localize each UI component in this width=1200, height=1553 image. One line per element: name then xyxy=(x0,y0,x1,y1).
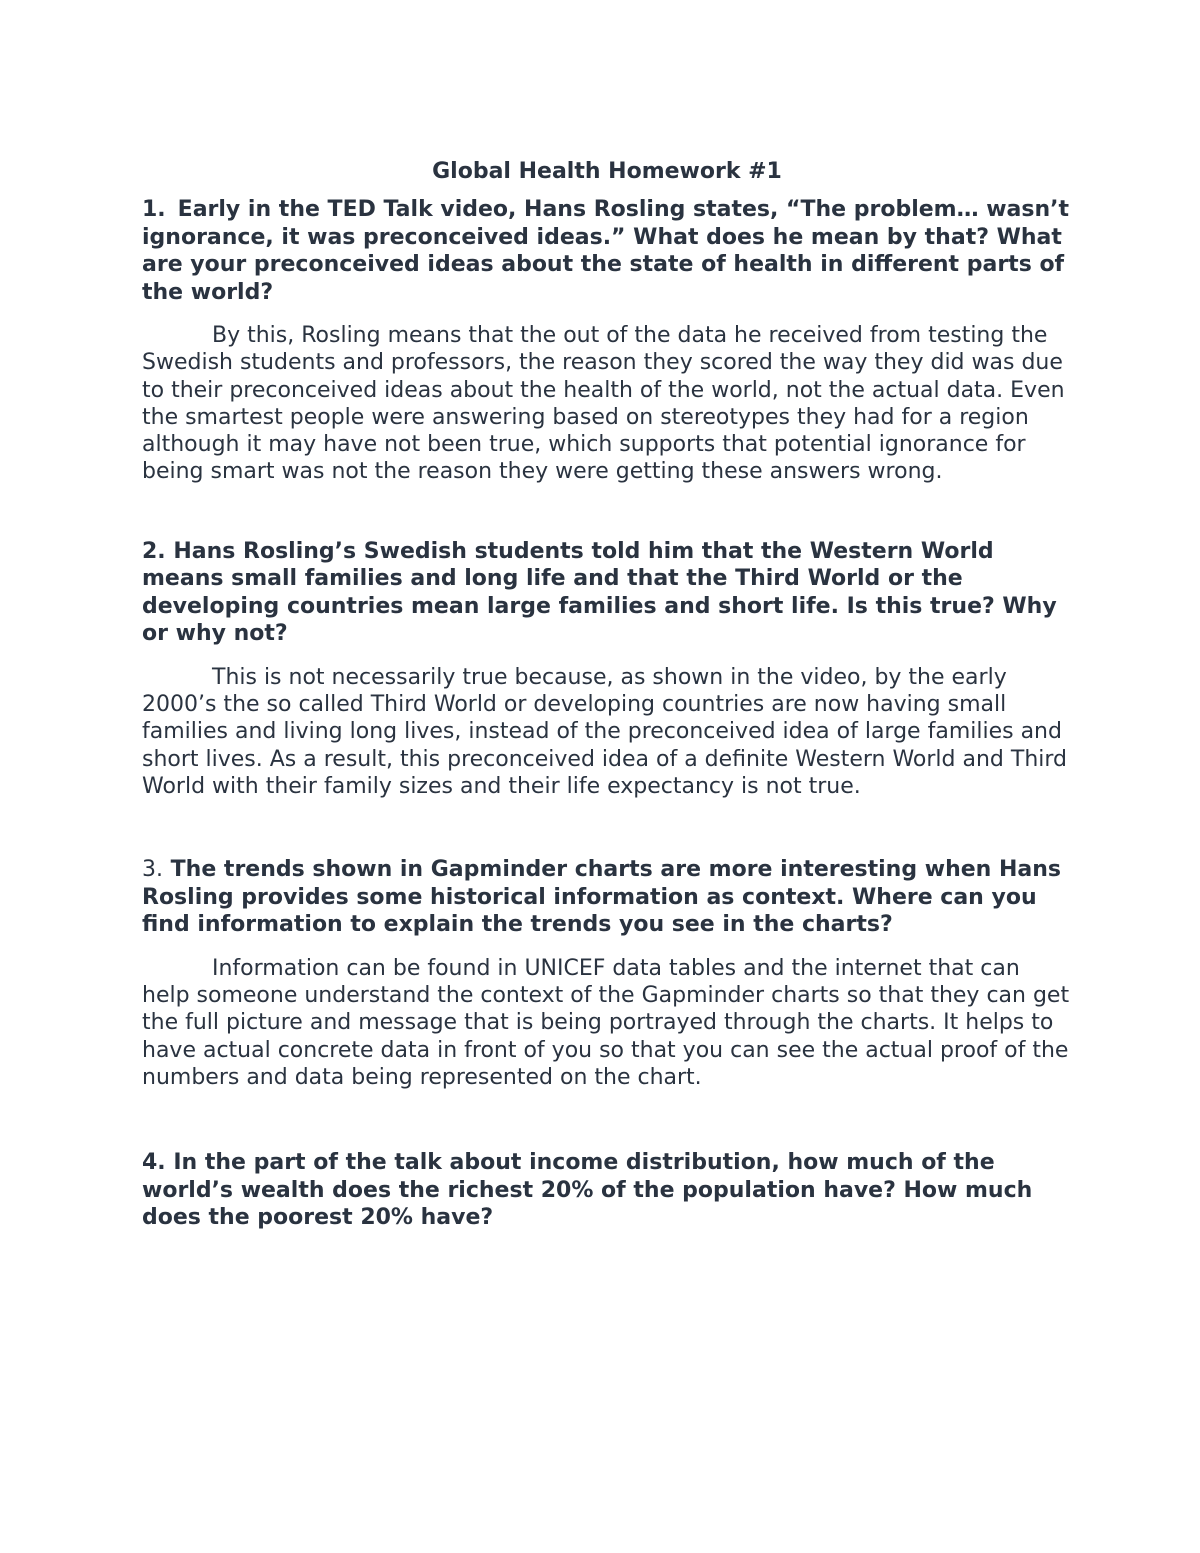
question-4-number: 4. xyxy=(142,1150,166,1176)
answer-1: By this, Rosling means that the out of the data he received from testing the Swedish students and professors, the reason they scored the way they did was due to their preconceived ideas about the health of the world, not the actual data. Even the smartest people were answering based on stereotypes they had for a region although it may have not been true, which supports that potential ignorance for being smart was not the reason they were getting these answers wrong. xyxy=(142,323,1065,485)
question-2 xyxy=(142,538,1072,648)
question-2-number: 2. xyxy=(142,538,166,564)
document-page xyxy=(142,158,1072,1232)
answer-3: Information can be found in UNICEF data tables and the internet that can help someone understand the context of the Gapminder charts so that they can get the full picture and message that is being portrayed through the charts. It helps to have actual concrete data in front of you so that you can see the actual proof of the numbers and data being represented on the chart. xyxy=(142,955,1070,1090)
question-1-text: Early in the TED Talk video, Hans Rosling states, “The problem… wasn’t ignorance, it was preconceived ideas.” What does he mean by that? What are your preconceived ideas about the state of health in different parts of the world? xyxy=(142,197,1070,305)
question-1 xyxy=(142,196,1072,306)
question-3 xyxy=(142,856,1072,939)
question-4 xyxy=(142,1149,1072,1232)
question-1-number: 1. xyxy=(142,197,166,222)
answer-2: This is not necessarily true because, as shown in the video, by the early 2000’s the so called Third World or developing countries are now having small families and living long lives, instead of the preconceived idea of large families and short lives. As a result, this preconceived idea of a definite Western World and Third World with their family sizes and their life expectancy is not true. xyxy=(142,664,1067,799)
document-title: Global Health Homework #1 xyxy=(432,159,782,184)
question-2-text: Hans Rosling’s Swedish students told him that the Western World means small families and long life and that the Third World or the developing countries mean large families and short life. Is this true? Why or why not? xyxy=(142,538,1057,647)
question-4-text: In the part of the talk about income distribution, how much of the world’s wealth does the richest 20% of the population have? How much does the poorest 20% have? xyxy=(142,1150,1033,1231)
question-3-number: 3. xyxy=(142,857,163,883)
question-3-text: The trends shown in Gapminder charts are more interesting when Hans Rosling provides some historical information as context. Where can you find information to explain the trends you see in the charts? xyxy=(142,857,1061,938)
